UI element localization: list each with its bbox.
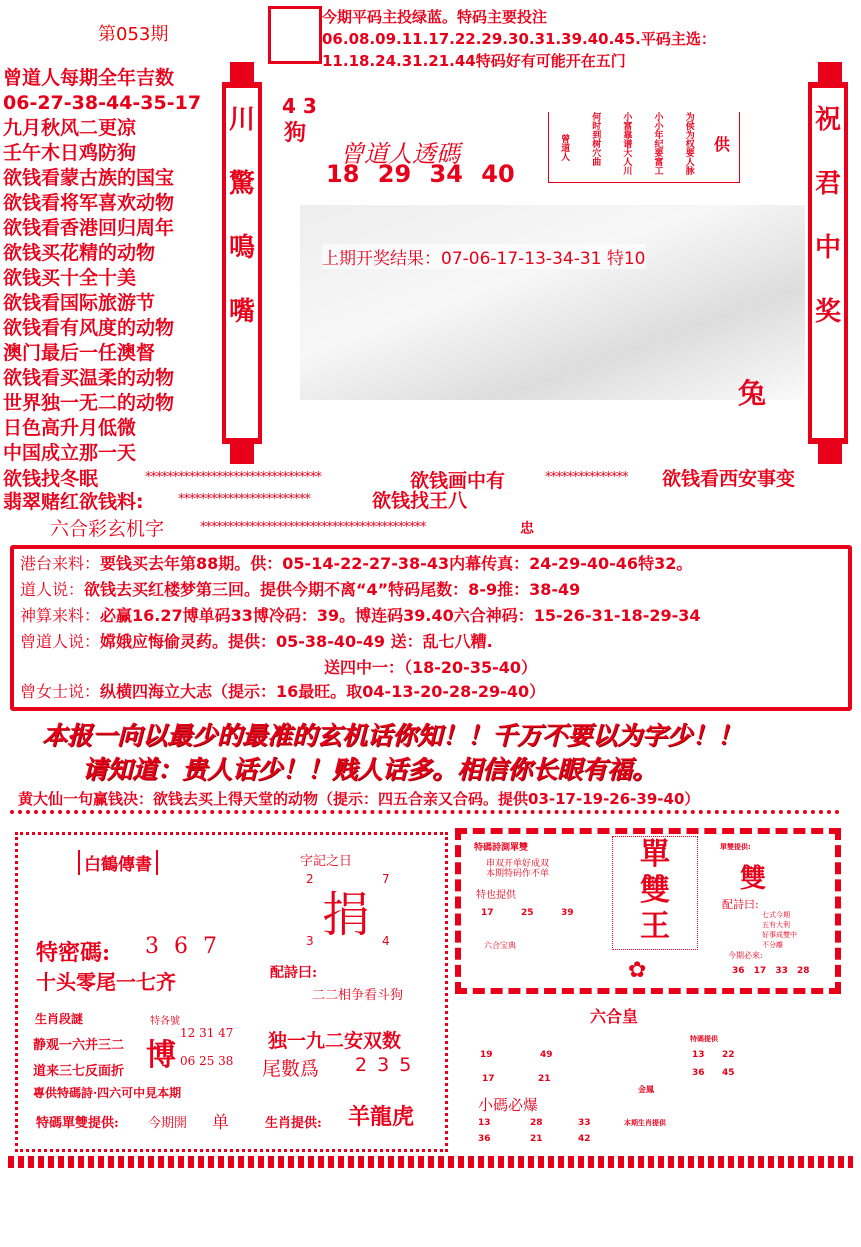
poem-line: 串双开单好成双 bbox=[486, 859, 550, 869]
center-char: 王 bbox=[640, 909, 670, 944]
badge-numbers: 4 3 bbox=[282, 94, 317, 118]
dan-shuang-wang bbox=[612, 836, 698, 950]
poem-col: 供 bbox=[713, 135, 730, 154]
left-list-item: 澳门最后一任澳督 bbox=[3, 342, 156, 364]
te-ye-num: 25 bbox=[521, 908, 534, 918]
riddle-r1-right: 欲钱看西安事变 bbox=[662, 468, 796, 490]
illustration-scene bbox=[300, 205, 805, 400]
scroll-char: 鳴 bbox=[228, 233, 255, 263]
info-line bbox=[20, 603, 701, 629]
pei-line: 五有大利 bbox=[762, 921, 790, 929]
riddle-stars: ***************************************** bbox=[200, 520, 426, 535]
left-list-item: 欲钱买十全十美 bbox=[3, 267, 137, 289]
info-source: 曾道人说： bbox=[20, 632, 101, 651]
info-line bbox=[20, 551, 692, 577]
shengxiao-label: 生肖段謎 bbox=[35, 1012, 84, 1026]
grid-num: 36 bbox=[478, 1134, 491, 1144]
scroll-cap bbox=[230, 62, 254, 82]
info-text: 必赢16.27博单码33博冷码：39。博连码39.40六合神码：15-26-31-18-29-34 bbox=[100, 606, 701, 625]
issue-number: 第053期 bbox=[98, 24, 169, 45]
shengxiao-line: 道来三七反面折 bbox=[33, 1064, 125, 1079]
left-list-item: 壬午木日鸡防狗 bbox=[3, 142, 137, 164]
grid-num: 42 bbox=[578, 1134, 591, 1144]
left-list-item: 九月秋风二更凉 bbox=[3, 117, 137, 139]
pair-label: 六合宝典 bbox=[484, 941, 516, 950]
info-text: 送四中一：（18-20-35-40） bbox=[324, 658, 537, 677]
grid-num: 49 bbox=[540, 1050, 553, 1060]
riddle-stars: ******************************** bbox=[145, 470, 321, 485]
grid-num: 21 bbox=[530, 1134, 543, 1144]
bai-he-title: 白鶴傳書 bbox=[78, 850, 158, 875]
scroll-char: 中 bbox=[814, 233, 841, 263]
right-title: 單雙提供: bbox=[720, 843, 751, 851]
scroll-cap bbox=[818, 444, 842, 464]
liu-he-huang-title: 六合皇 bbox=[590, 1007, 639, 1026]
scroll-char: 祝 bbox=[814, 105, 841, 135]
center-char: 雙 bbox=[640, 873, 670, 908]
scroll-char: 奖 bbox=[814, 297, 841, 327]
info-text: 要钱买去年第88期。供：05-14-22-27-38-43内幕传真：24-29-40-46特32。 bbox=[100, 554, 693, 573]
grid-num: 22 bbox=[722, 1050, 735, 1060]
wei-label: 尾數爲 bbox=[262, 1058, 320, 1080]
poem-line: 本期特码作不单 bbox=[486, 869, 550, 879]
scroll-char: 川 bbox=[228, 105, 255, 135]
grid-num: 21 bbox=[538, 1074, 551, 1084]
divider bbox=[10, 810, 840, 814]
star-border bbox=[8, 1156, 853, 1168]
pei-line: 不分離 bbox=[762, 941, 783, 949]
huang-da-xian-tip: 黄大仙一句赢钱决：欲钱去买上得天堂的动物（提示：四五合亲又合码。提供03-17-19-26-39-40） bbox=[18, 790, 700, 808]
bo-char: 博 bbox=[146, 1038, 176, 1073]
pei-line: 七式今期 bbox=[762, 911, 790, 919]
riddle-r1-left: 欲钱找冬眠 bbox=[3, 468, 99, 490]
info-text: 纵横四海立大志（提示：16最旺。取04-13-20-28-29-40） bbox=[100, 682, 546, 701]
info-line bbox=[324, 655, 537, 681]
grid-num: 17 bbox=[482, 1074, 495, 1084]
pei-lines bbox=[762, 910, 822, 950]
left-list-item: 世界独一无二的动物 bbox=[3, 392, 175, 414]
left-scroll bbox=[222, 82, 262, 444]
info-line bbox=[20, 629, 493, 655]
grid-num: 13 bbox=[478, 1118, 491, 1128]
scroll-cap bbox=[230, 444, 254, 464]
info-source: 港台来料： bbox=[20, 554, 101, 573]
scroll-char: 驚 bbox=[228, 169, 255, 199]
left-list-item: 曾道人每期全年吉数 bbox=[3, 67, 175, 89]
info-text: 欲钱去买红楼梦第三回。提供今期不离“4”特码尾数：8-9推：38-49 bbox=[84, 580, 581, 599]
jin-numbers: 36 17 33 28 bbox=[732, 966, 810, 976]
te-ye-num: 39 bbox=[561, 908, 574, 918]
xiao-ma-label: 小碼必爆 bbox=[478, 1096, 539, 1114]
left-list-item: 欲钱看国际旅游节 bbox=[3, 292, 156, 314]
sx-label: 生肖提供: bbox=[265, 1116, 322, 1131]
info-source: 神算来料： bbox=[20, 606, 101, 625]
riddle-r3-right: 忠 bbox=[520, 521, 534, 537]
te-ma-title: 特碼提供 bbox=[690, 1035, 718, 1043]
poem-col: 曾道人 bbox=[559, 134, 570, 161]
te-line: 十头零尾一七齐 bbox=[36, 970, 176, 994]
zi-num: 3 bbox=[306, 934, 314, 948]
riddle-stars: ************************ bbox=[178, 492, 310, 507]
info-source: 曾女士说： bbox=[20, 682, 101, 701]
left-list-item: 欲钱看买温柔的动物 bbox=[3, 367, 175, 389]
sx-value: 羊龍虎 bbox=[348, 1104, 415, 1130]
info-box bbox=[10, 545, 852, 711]
zhuan-text: 專供特碼詩·四六可中見本期 bbox=[33, 1086, 182, 1100]
scroll-char: 君 bbox=[814, 169, 841, 199]
te-ye-label: 特也提供 bbox=[476, 890, 516, 901]
dan-shuang-value: 单 bbox=[212, 1113, 229, 1133]
pei-label: 配詩曰: bbox=[722, 898, 759, 911]
grid-num: 13 bbox=[692, 1050, 705, 1060]
left-list-item: 欲钱买花精的动物 bbox=[3, 242, 156, 264]
vertical-poem-box bbox=[548, 112, 740, 183]
slogan-1: 本报一向以最少的最准的玄机话你知！！千万不要以为字少！！ bbox=[42, 721, 743, 750]
jin-label: 今期必來: bbox=[728, 951, 763, 960]
left-list-item: 欲钱看有风度的动物 bbox=[3, 317, 175, 339]
wei-numbers: 2 3 5 bbox=[355, 1054, 412, 1076]
poem-col: 何时到树穴曲 bbox=[590, 112, 601, 166]
poem-col: 小小年纪要富工 bbox=[652, 112, 663, 175]
flower-icon: ✿ bbox=[628, 958, 647, 983]
info-line bbox=[20, 679, 545, 705]
info-text: 嫦娥应悔偷灵药。提供：05-38-40-49 送：乱七八糟. bbox=[100, 632, 493, 651]
te-ye-num: 17 bbox=[481, 908, 494, 918]
ben-qi-label: 本期生肖提供 bbox=[624, 1119, 666, 1127]
logo-seal bbox=[268, 6, 322, 64]
zi-num: 4 bbox=[382, 934, 390, 948]
riddle-r2-right: 欲钱找王八 bbox=[372, 490, 468, 512]
mid-small: 金鳳 bbox=[638, 1085, 654, 1094]
right-char: 雙 bbox=[740, 864, 767, 894]
pei-shi-label: 配詩曰: bbox=[270, 965, 318, 981]
pei-line: 好事成雙中 bbox=[762, 931, 797, 939]
grid-num: 33 bbox=[578, 1118, 591, 1128]
grid-num: 28 bbox=[530, 1118, 543, 1128]
scroll-char: 嘴 bbox=[228, 297, 255, 327]
zi-char: 捐 bbox=[322, 887, 371, 943]
info-line bbox=[20, 577, 580, 603]
zi-num: 7 bbox=[382, 872, 390, 886]
slogan-2: 请知道：贵人话少！！贱人话多。相信你长眼有福。 bbox=[82, 755, 658, 784]
bo-numbers: 12 31 47 bbox=[180, 1026, 234, 1040]
riddle-r2-left: 翡翠赌红欲钱料: bbox=[3, 491, 144, 513]
left-list-item: 欲钱看香港回归周年 bbox=[3, 217, 175, 239]
bo-numbers: 06 25 38 bbox=[180, 1054, 234, 1068]
du-text: 独一九二安双数 bbox=[268, 1030, 402, 1052]
grid-num: 36 bbox=[692, 1068, 705, 1078]
right-scroll bbox=[808, 82, 848, 444]
riddle-r3-left: 六合彩玄机字 bbox=[50, 518, 165, 540]
poem-title: 特碼詩測單雙 bbox=[474, 843, 529, 853]
header-tips: 今期平码主投绿蓝。特码主要投注06.08.09.11.17.22.29.30.31.39.40.45.平码主选：11.18.24.31.21.44特码好有可能开在五门 bbox=[322, 8, 716, 70]
left-list-item: 欲钱看将军喜欢动物 bbox=[3, 192, 175, 214]
left-list-item: 日色高升月低微 bbox=[3, 417, 137, 439]
poem-col: 为侯为权要人脉 bbox=[683, 112, 694, 175]
bo-label: 特各號 bbox=[150, 1016, 180, 1027]
zi-num: 2 bbox=[306, 872, 314, 886]
tou-ma-numbers: 18 29 34 40 bbox=[326, 160, 515, 188]
scroll-cap bbox=[818, 62, 842, 82]
poem-col: 小富靠谱大人川 bbox=[621, 112, 632, 175]
dan-shuang-text: 今期開 bbox=[148, 1116, 188, 1131]
te-mi-ma-label: 特密碼: bbox=[36, 940, 111, 966]
left-list-item: 欲钱看蒙古族的国宝 bbox=[3, 167, 175, 189]
dan-shuang-label: 特碼單雙提供: bbox=[36, 1116, 119, 1131]
left-list-item: 06-27-38-44-35-17 bbox=[3, 92, 202, 114]
grid-num: 19 bbox=[480, 1050, 493, 1060]
info-source: 道人说： bbox=[20, 580, 85, 599]
zi-title: 字記之日 bbox=[300, 854, 353, 869]
riddle-stars: *************** bbox=[545, 470, 628, 485]
tou-ma-title: 曾道人透碼 bbox=[340, 140, 460, 168]
pei-shi-text: 二二相争看斗狗 bbox=[312, 988, 404, 1003]
grid-num: 45 bbox=[722, 1068, 735, 1078]
center-char: 單 bbox=[640, 837, 670, 872]
riddle-r1-mid: 欲钱画中有 bbox=[410, 470, 506, 492]
te-mi-ma-numbers: 3 6 7 bbox=[145, 934, 217, 959]
last-draw-result: 上期开奖结果：07-06-17-13-34-31 特10 bbox=[322, 244, 646, 269]
shengxiao-line: 静观一六并三二 bbox=[33, 1038, 125, 1053]
left-riddle-list bbox=[3, 66, 201, 466]
left-list-item: 中国成立那一天 bbox=[3, 442, 137, 464]
scene-animal: 兔 bbox=[738, 377, 767, 410]
badge-animal: 狗 bbox=[284, 121, 307, 146]
